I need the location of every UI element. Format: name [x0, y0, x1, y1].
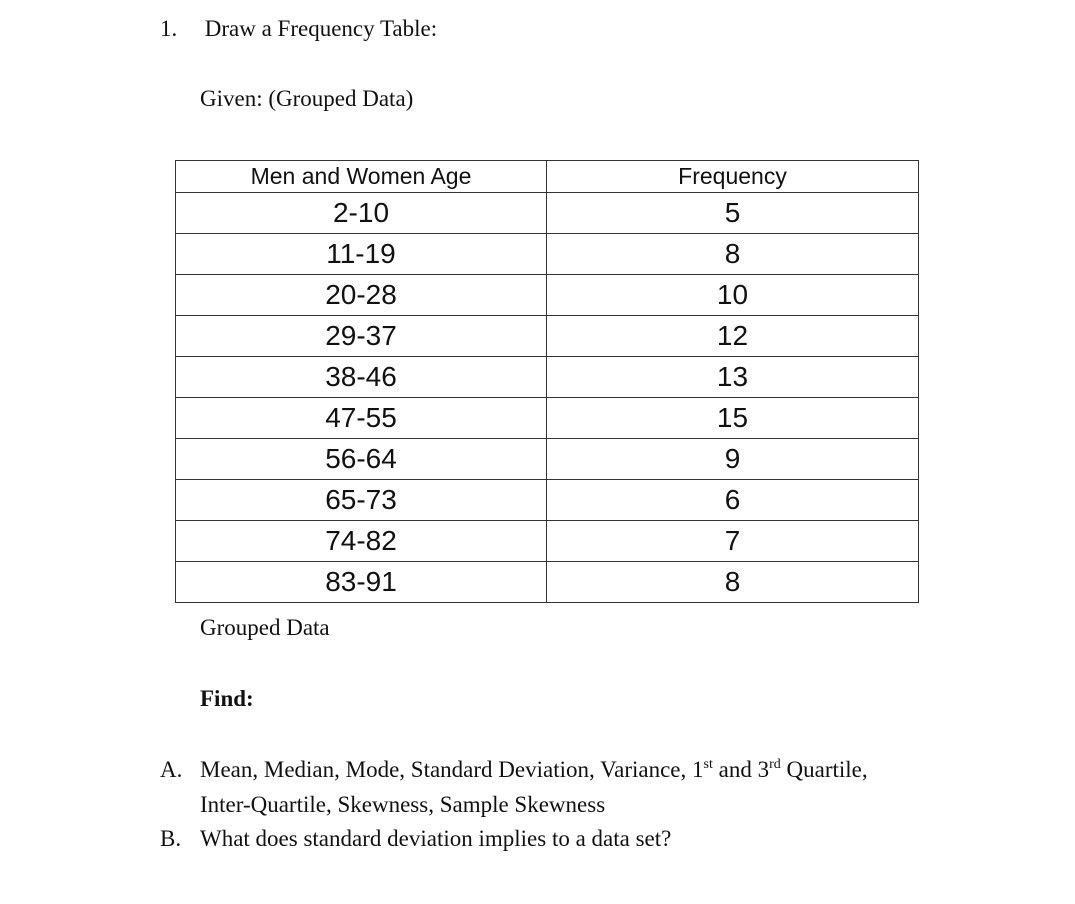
find-label: Find: [200, 686, 254, 711]
table-row [176, 562, 919, 603]
age-cell: 83-91 [176, 562, 547, 603]
item-a-text-1: Mean, Median, Mode, Standard Deviation, Variance, 1 [200, 757, 704, 782]
table-row [176, 521, 919, 562]
question-heading [160, 16, 437, 42]
table-row [176, 316, 919, 357]
table-row [176, 234, 919, 275]
given-label: Given: (Grouped Data) [200, 86, 414, 111]
frequency-cell: 15 [547, 398, 919, 439]
header-frequency: Frequency [547, 161, 919, 193]
table-row [176, 439, 919, 480]
age-cell: 2-10 [176, 193, 547, 234]
item-a-letter: A. [160, 757, 183, 782]
item-a-text-3: Quartile, [780, 757, 868, 782]
question-number: 1. [160, 16, 178, 41]
item-a-line1 [200, 757, 868, 783]
frequency-cell: 9 [547, 439, 919, 480]
frequency-cell: 8 [547, 234, 919, 275]
item-b-letter: B. [160, 826, 182, 851]
age-cell: 38-46 [176, 357, 547, 398]
table-row [176, 357, 919, 398]
table-row [176, 193, 919, 234]
frequency-cell: 5 [547, 193, 919, 234]
table-row [176, 480, 919, 521]
frequency-cell: 8 [547, 562, 919, 603]
table-row [176, 275, 919, 316]
frequency-table [175, 160, 919, 603]
age-cell: 11-19 [176, 234, 547, 275]
item-a-text-2: and 3 [712, 757, 770, 782]
table-caption: Grouped Data [200, 615, 330, 640]
question-title: Draw a Frequency Table: [204, 16, 438, 41]
table-header-row [176, 161, 919, 193]
age-cell: 74-82 [176, 521, 547, 562]
frequency-cell: 6 [547, 480, 919, 521]
age-cell: 56-64 [176, 439, 547, 480]
frequency-cell: 13 [547, 357, 919, 398]
age-cell: 65-73 [176, 480, 547, 521]
header-age: Men and Women Age [176, 161, 547, 193]
item-a-line2: Inter-Quartile, Skewness, Sample Skewness [200, 792, 606, 817]
frequency-cell: 7 [547, 521, 919, 562]
age-cell: 20-28 [176, 275, 547, 316]
superscript-st: st [703, 757, 713, 772]
age-cell: 29-37 [176, 316, 547, 357]
superscript-rd: rd [769, 757, 781, 772]
frequency-cell: 10 [547, 275, 919, 316]
age-cell: 47-55 [176, 398, 547, 439]
item-b-text: What does standard deviation implies to a data set? [200, 826, 672, 851]
frequency-cell: 12 [547, 316, 919, 357]
table-row [176, 398, 919, 439]
